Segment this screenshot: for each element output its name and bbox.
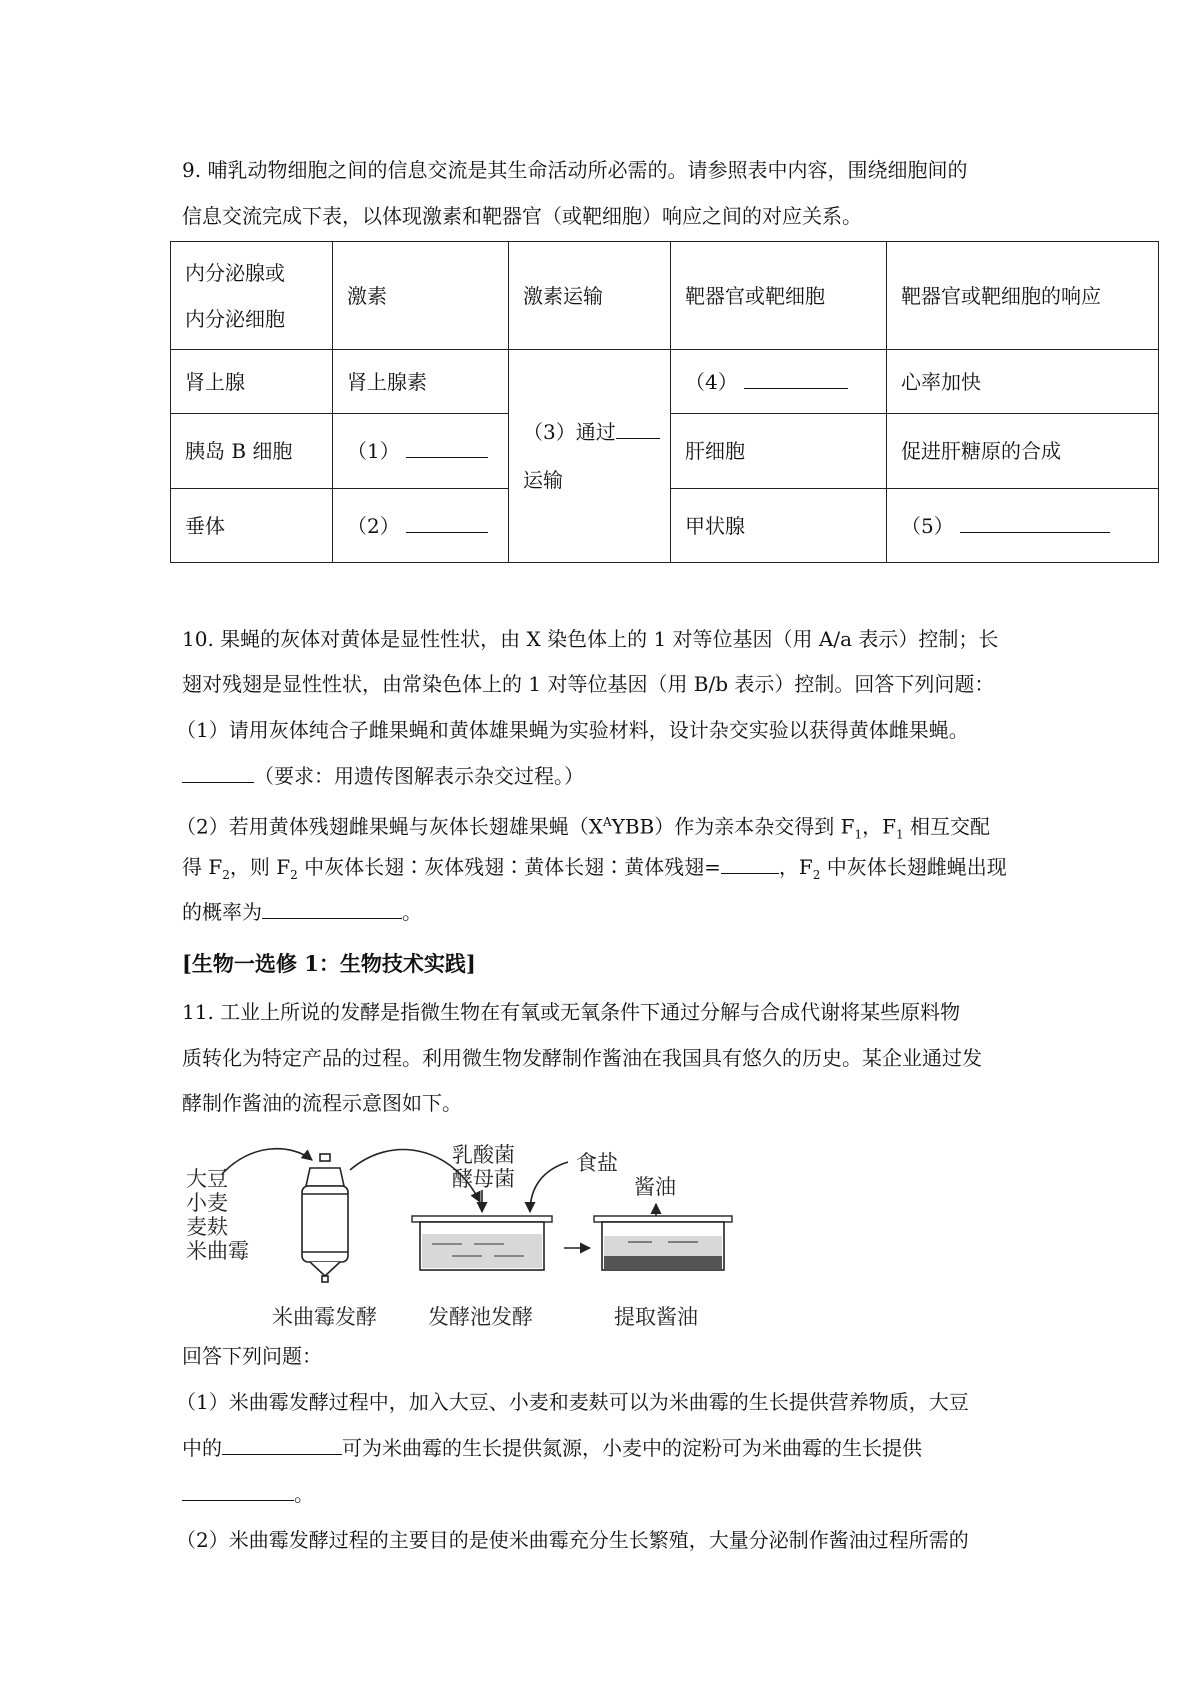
- cell-response: 促进肝糖原的合成: [887, 414, 1159, 489]
- table-header-row: [171, 242, 1159, 350]
- q9-table: [170, 241, 1159, 563]
- step-label: 提取酱油: [614, 1305, 698, 1329]
- arrow-salt: [530, 1162, 568, 1212]
- answer-blank-nitrogen[interactable]: [222, 1434, 342, 1455]
- answer-blank-probability[interactable]: [262, 898, 402, 919]
- cell-transport: （3）通过 运输: [509, 350, 671, 563]
- material-label: 米曲霉: [186, 1239, 249, 1263]
- q11-line1: 11. 工业上所说的发酵是指微生物在有氧或无氧条件下通过分解与合成代谢将某些原料物: [182, 1000, 961, 1024]
- q10-line7: 的概率为 。: [182, 900, 422, 924]
- step-label: 发酵池发酵: [428, 1305, 533, 1329]
- extraction-tank-icon: [594, 1216, 732, 1270]
- section-heading: [生物一选修 1：生物技术实践]: [182, 951, 476, 976]
- cell-gland: 胰岛 B 细胞: [171, 414, 333, 489]
- fermentation-tank-icon: [412, 1216, 552, 1270]
- header-target: 靶器官或靶细胞: [671, 242, 887, 350]
- q10-line5: （2）若用黄体残翅雌果蝇与灰体长翅雄果蝇$(X^AYBB)$作为亲本杂交得到 $F_1$，$F_1$ 相互交配: [176, 814, 991, 842]
- cell-gland: 垂体: [171, 489, 333, 563]
- product-label: 酱油: [634, 1175, 676, 1199]
- q10-line4: （要求：用遗传图解表示杂交过程。）: [182, 762, 584, 790]
- q10-line2: 翅对残翅是显性性状，由常染色体上的 1 对等位基因（用 B/b 表示）控制。回答下列问题：: [182, 672, 995, 696]
- material-label: 大豆: [186, 1167, 228, 1191]
- cell-hormone: （2）: [333, 489, 509, 563]
- microbe-label: 酵母菌: [452, 1167, 515, 1191]
- cell-hormone: 肾上腺素: [333, 350, 509, 414]
- q10-line6: 得 $F_2$，则 $F_2$ 中灰体长翅∶灰体残翅∶黄体长翅∶黄体残翅= ，$F_2$ 中灰体长翅雌蝇出现: [182, 855, 1007, 882]
- arrow-to-fermenter: [222, 1149, 312, 1174]
- table-row: [171, 350, 1159, 414]
- material-label: 麦麸: [186, 1215, 228, 1239]
- microbe-label: 乳酸菌: [452, 1143, 515, 1167]
- q10-line3: （1）请用灰体纯合子雌果蝇和黄体雄果蝇为实验材料，设计杂交实验以获得黄体雌果蝇。: [176, 718, 969, 742]
- cell-response: 心率加快: [887, 350, 1159, 414]
- cell-hormone: （1）: [333, 414, 509, 489]
- q11-line3: 酵制作酱油的流程示意图如下。: [182, 1091, 462, 1115]
- cell-response: （5）: [887, 489, 1159, 563]
- answer-blank-2[interactable]: [406, 512, 488, 533]
- step-label: 米曲霉发酵: [272, 1305, 377, 1329]
- answer-blank-5[interactable]: [960, 512, 1110, 533]
- header-transport: 激素运输: [509, 242, 671, 350]
- answer-blank-carbon[interactable]: [182, 1480, 294, 1501]
- q9-stem-line1: 9. 哺乳动物细胞之间的信息交流是其生命活动所必需的。请参照表中内容，围绕细胞间的: [182, 158, 968, 182]
- q11-line2: 质转化为特定产品的过程。利用微生物发酵制作酱油在我国具有悠久的历史。某企业通过发: [182, 1046, 982, 1070]
- cell-target: （4）: [671, 350, 887, 414]
- q11-line6: 中的 可为米曲霉的生长提供氮源，小麦中的淀粉可为米曲霉的生长提供: [182, 1436, 922, 1460]
- q11-line5: （1）米曲霉发酵过程中，加入大豆、小麦和麦麸可以为米曲霉的生长提供营养物质，大豆: [176, 1390, 969, 1414]
- q9-stem-line2: 信息交流完成下表，以体现激素和靶器官（或靶细胞）响应之间的对应关系。: [182, 204, 862, 228]
- material-label: 小麦: [186, 1191, 228, 1215]
- q11-line7: 。: [182, 1480, 314, 1508]
- q11-line8: （2）米曲霉发酵过程的主要目的是使米曲霉充分生长繁殖，大量分泌制作酱油过程所需的: [176, 1528, 969, 1552]
- q11-line4: 回答下列问题：: [182, 1344, 322, 1368]
- soy-sauce-process-diagram: [182, 1138, 782, 1336]
- salt-label: 食盐: [576, 1151, 618, 1175]
- cell-target: 甲状腺: [671, 489, 887, 563]
- answer-blank-4[interactable]: [744, 368, 848, 389]
- answer-blank-ratio[interactable]: [721, 853, 779, 874]
- header-gland: 内分泌腺或 内分泌细胞: [171, 242, 333, 350]
- cell-gland: 肾上腺: [171, 350, 333, 414]
- header-hormone: 激素: [333, 242, 509, 350]
- q10-line1: 10. 果蝇的灰体对黄体是显性性状，由 X 染色体上的 1 对等位基因（用 A/a 表示）控制；长: [182, 627, 999, 651]
- answer-blank-1[interactable]: [406, 437, 488, 458]
- answer-blank-3[interactable]: [616, 418, 660, 439]
- fermenter-vessel-icon: [302, 1154, 348, 1282]
- cell-target: 肝细胞: [671, 414, 887, 489]
- raw-materials-list: [186, 1167, 249, 1263]
- header-response: 靶器官或靶细胞的响应: [887, 242, 1159, 350]
- answer-blank-cross[interactable]: [182, 762, 254, 783]
